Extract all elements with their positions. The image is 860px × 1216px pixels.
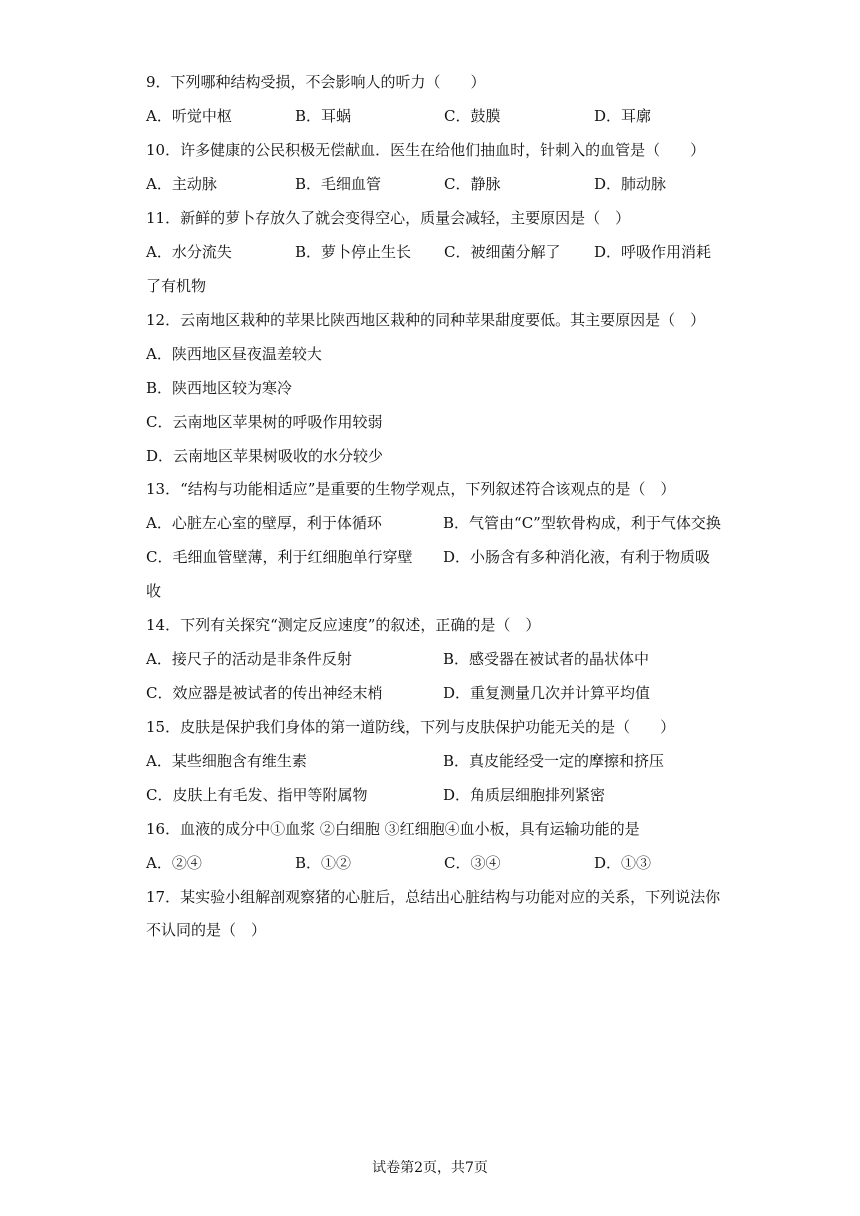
option-c: C．效应器是被试者的传出神经末梢 — [146, 684, 383, 702]
option-d: D．小肠含有多种消化液，有利于物质吸 — [443, 548, 711, 566]
option-c: C．鼓膜 — [444, 107, 501, 125]
question-14-stem: 14．下列有关探究“测定反应速度”的叙述，正确的是（ ） — [146, 616, 541, 634]
option-c: C．静脉 — [444, 175, 501, 193]
option-c: C．被细菌分解了 — [444, 243, 561, 261]
option-d: D．云南地区苹果树吸收的水分较少 — [146, 447, 384, 465]
option-a: A．某些细胞含有维生素 — [146, 752, 307, 770]
question-11-stem: 11．新鲜的萝卜存放久了就会变得空心，质量会减轻，主要原因是（ ） — [146, 209, 631, 227]
option-d: D．肺动脉 — [594, 175, 667, 193]
question-9-stem: 9．下列哪种结构受损，不会影响人的听力（ ） — [146, 73, 486, 91]
option-c: C．云南地区苹果树的呼吸作用较弱 — [146, 413, 383, 431]
question-10-stem: 10．许多健康的公民积极无偿献血．医生在给他们抽血时，针刺入的血管是（ ） — [146, 141, 706, 159]
option-d: D．重复测量几次并计算平均值 — [443, 684, 651, 702]
option-d: D．呼吸作用消耗 — [594, 243, 712, 261]
option-c: C．毛细血管壁薄，利于红细胞单行穿壁 — [146, 548, 413, 566]
option-b: B．陕西地区较为寒冷 — [146, 379, 293, 397]
option-a: A．水分流失 — [146, 243, 232, 261]
option-c: C．③④ — [444, 854, 501, 872]
option-c: C．皮肤上有毛发、指甲等附属物 — [146, 786, 368, 804]
question-17-wrap: 不认同的是（ ） — [146, 921, 267, 939]
option-b: B．真皮能经受一定的摩擦和挤压 — [443, 752, 665, 770]
page-footer: 试卷第2页，共7页 — [372, 1160, 488, 1176]
option-a: A．②④ — [146, 854, 202, 872]
option-b: B．萝卜停止生长 — [295, 243, 412, 261]
question-13-stem: 13．“结构与功能相适应”是重要的生物学观点，下列叙述符合该观点的是（ ） — [146, 480, 676, 498]
option-d: D．耳廓 — [594, 107, 652, 125]
question-11-wrap: 了有机物 — [146, 277, 207, 295]
option-b: B．感受器在被试者的晶状体中 — [443, 650, 650, 668]
option-b: B．气管由“C”型软骨构成，利于气体交换 — [443, 514, 721, 532]
option-a: A．接尺子的活动是非条件反射 — [146, 650, 352, 668]
option-b: B．毛细血管 — [295, 175, 382, 193]
option-b: B．耳蜗 — [295, 107, 352, 125]
option-b: B．①② — [295, 854, 352, 872]
option-a: A．听觉中枢 — [146, 107, 232, 125]
option-d: D．①③ — [594, 854, 652, 872]
question-15-stem: 15．皮肤是保护我们身体的第一道防线，下列与皮肤保护功能无关的是（ ） — [146, 718, 676, 736]
option-d: D．角质层细胞排列紧密 — [443, 786, 606, 804]
option-a: A．主动脉 — [146, 175, 217, 193]
question-13-wrap: 收 — [146, 582, 162, 600]
question-16-stem: 16．血液的成分中①血浆 ②白细胞 ③红细胞④血小板，具有运输功能的是 — [146, 820, 640, 838]
question-17-stem: 17．某实验小组解剖观察猪的心脏后，总结出心脏结构与功能对应的关系，下列说法你 — [146, 888, 721, 906]
question-12-stem: 12．云南地区栽种的苹果比陕西地区栽种的同种苹果甜度要低。其主要原因是（ ） — [146, 311, 706, 329]
option-a: A．心脏左心室的壁厚，利于体循环 — [146, 514, 382, 532]
option-a: A．陕西地区昼夜温差较大 — [146, 345, 322, 363]
